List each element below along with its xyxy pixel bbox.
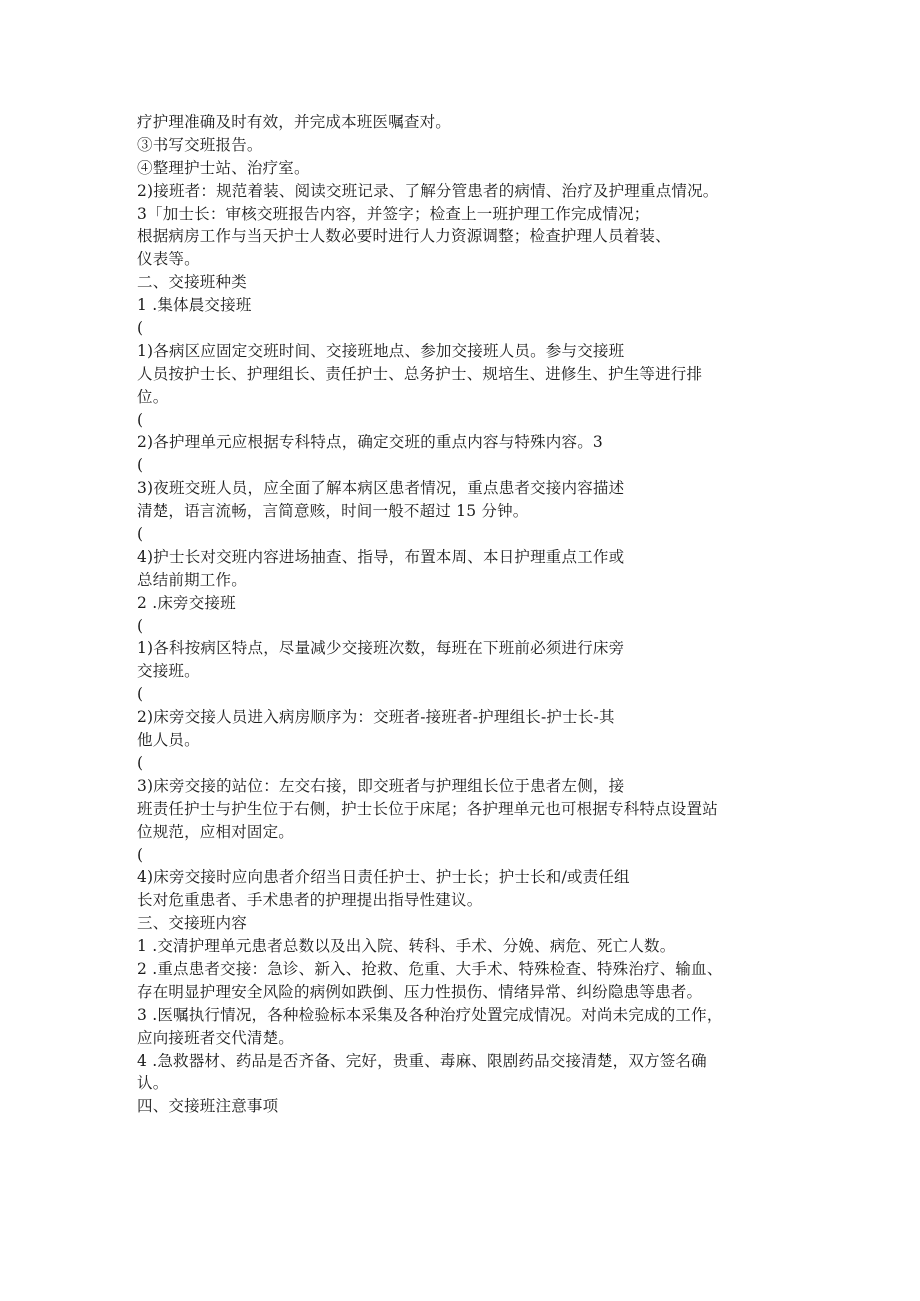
text-line: 3)夜班交班人员，应全面了解本病区患者情况，重点患者交接内容描述 bbox=[137, 479, 625, 498]
text-line: ( bbox=[137, 753, 144, 772]
text-line: 3)床旁交接的站位：左交右接，即交班者与护理组长位于患者左侧，接 bbox=[137, 776, 625, 795]
subsection-heading: 2 .床旁交接班 bbox=[137, 593, 236, 612]
text-line: ( bbox=[137, 685, 144, 704]
text-line: ③书写交班报告。 bbox=[137, 135, 263, 154]
text-line: 位。 bbox=[137, 387, 169, 406]
text-line: 2)各护理单元应根据专科特点，确定交班的重点内容与特殊内容。3 bbox=[137, 433, 603, 452]
text-line: 仪表等。 bbox=[137, 250, 200, 269]
text-line: ( bbox=[137, 319, 144, 338]
text-line: 位规范，应相对固定。 bbox=[137, 822, 295, 841]
text-line: 3 .医嘱执行情况，各种检验标本采集及各种治疗处置完成情况。对尚未完成的工作， bbox=[137, 1005, 723, 1024]
text-line: 4)床旁交接时应向患者介绍当日责任护士、护士长；护士长和/或责任组 bbox=[137, 868, 630, 887]
text-line: 2)接班者：规范着装、阅读交班记录、了解分管患者的病情、治疗及护理重点情况。 bbox=[137, 181, 719, 200]
section-heading: 四、交接班注意事项 bbox=[137, 1097, 279, 1116]
text-line: 疗护理准确及时有效，并完成本班医嘱查对。 bbox=[137, 113, 452, 131]
section-heading: 三、交接班内容 bbox=[137, 914, 247, 933]
text-line: 交接班。 bbox=[137, 662, 200, 681]
text-line: 2)床旁交接人员进入病房顺序为：交班者-接班者-护理组长-护士长-其 bbox=[137, 708, 615, 727]
text-line: 4 .急救器材、药品是否齐备、完好，贵重、毒麻、限剧药品交接清楚，双方签名确 bbox=[137, 1051, 707, 1070]
text-line: ( bbox=[137, 410, 144, 429]
text-line: 存在明显护理安全风险的病例如跌倒、压力性损伤、情绪异常、纠纷隐患等患者。 bbox=[137, 982, 703, 1001]
text-line: 2 .重点患者交接：急诊、新入、抢救、危重、大手术、特殊检查、特殊治疗、输血、 bbox=[137, 959, 723, 978]
text-line: 1)各科按病区特点，尽量减少交接班次数，每班在下班前必须进行床旁 bbox=[137, 639, 625, 658]
text-line: 3「加士长：审核交班报告内容，并签字；检查上一班护理工作完成情况； bbox=[137, 204, 650, 223]
text-line: 根据病房工作与当天护士人数必要时进行人力资源调整；检查护理人员着装、 bbox=[137, 227, 671, 246]
text-line: ( bbox=[137, 845, 144, 864]
text-line: ④整理护士站、治疗室。 bbox=[137, 158, 310, 177]
text-line: 1 .交清护理单元患者总数以及出入院、转科、手术、分娩、病危、死亡人数。 bbox=[137, 937, 676, 956]
document-page bbox=[137, 111, 797, 1118]
subsection-heading: 1 .集体晨交接班 bbox=[137, 296, 252, 315]
text-line: 班责任护士与护生位于右侧，护士长位于床尾；各护理单元也可根据专科特点设置站 bbox=[137, 799, 718, 818]
text-line: 长对危重患者、手术患者的护理提出指导性建议。 bbox=[137, 891, 483, 910]
text-line: 认。 bbox=[137, 1074, 169, 1093]
text-line: 他人员。 bbox=[137, 731, 200, 750]
text-line: 1)各病区应固定交班时间、交接班地点、参加交接班人员。参与交接班 bbox=[137, 341, 625, 360]
text-line: ( bbox=[137, 525, 144, 544]
text-line: 4)护士长对交班内容进场抽查、指导，布置本周、本日护理重点工作或 bbox=[137, 547, 625, 566]
text-line: 总结前期工作。 bbox=[137, 570, 247, 589]
text-line: 应向接班者交代清楚。 bbox=[137, 1028, 295, 1047]
text-line: 人员按护士长、护理组长、责任护士、总务护士、规培生、进修生、护生等进行排 bbox=[137, 364, 703, 383]
text-line: 清楚，语言流畅，言简意赅，时间一般不超过 15 分钟。 bbox=[137, 502, 529, 521]
section-heading: 二、交接班种类 bbox=[137, 273, 247, 292]
text-line: ( bbox=[137, 456, 144, 475]
text-line: ( bbox=[137, 616, 144, 635]
